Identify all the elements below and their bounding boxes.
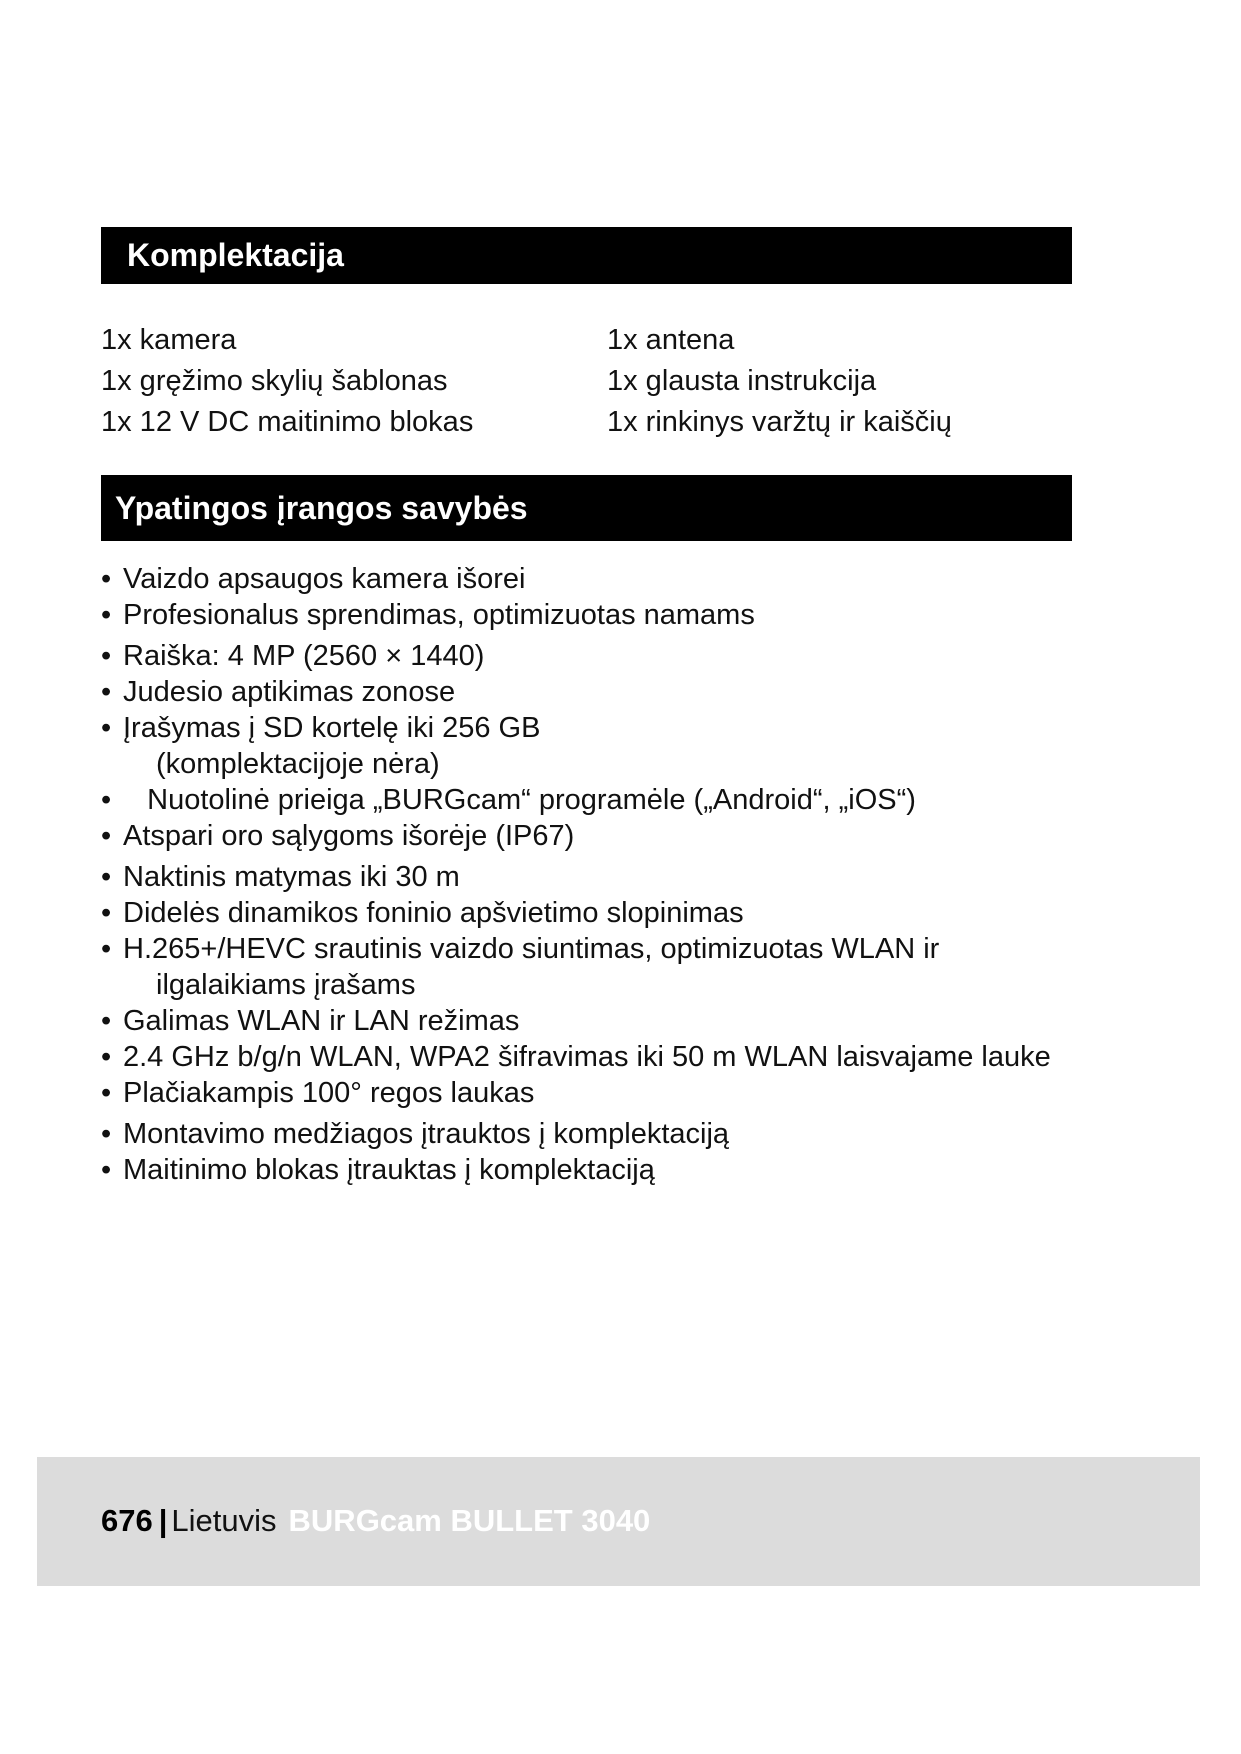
footer-separator: | bbox=[158, 1503, 168, 1538]
bullet-icon: • bbox=[101, 820, 112, 852]
bullet-icon: • bbox=[101, 1118, 112, 1150]
feature-text: Didelės dinamikos foninio apšvietimo slopinimas bbox=[123, 897, 744, 929]
feature-item bbox=[101, 782, 1051, 818]
kit-item: 1x rinkinys varžtų ir kaiščių bbox=[607, 406, 952, 438]
bullet-icon: • bbox=[101, 563, 112, 595]
bullet-icon: • bbox=[101, 1005, 112, 1037]
bullet-icon: • bbox=[101, 933, 112, 965]
section-header-kit bbox=[101, 227, 1072, 284]
feature-item bbox=[101, 895, 1051, 931]
feature-item bbox=[101, 818, 1051, 854]
feature-text: Atspari oro sąlygoms išorėje (IP67) bbox=[123, 820, 575, 852]
section-title-features: Ypatingos įrangos savybės bbox=[115, 489, 528, 526]
feature-text: H.265+/HEVC srautinis vaizdo siuntimas, optimizuotas WLAN ir bbox=[123, 933, 940, 965]
bullet-icon: • bbox=[101, 712, 112, 744]
feature-text: 2.4 GHz b/g/n WLAN, WPA2 šifravimas iki 50 m WLAN laisvajame lauke bbox=[123, 1041, 1051, 1073]
feature-item bbox=[101, 1152, 1051, 1188]
bullet-icon: • bbox=[101, 676, 112, 708]
kit-list-right bbox=[607, 320, 952, 443]
feature-text: Įrašymas į SD kortelę iki 256 GB bbox=[123, 712, 541, 744]
footer-product-name: BURGcam BULLET 3040 bbox=[288, 1503, 651, 1538]
bullet-icon: • bbox=[101, 640, 112, 672]
feature-text: Judesio aptikimas zonose bbox=[123, 676, 456, 708]
feature-item bbox=[101, 597, 1051, 633]
kit-item: 1x antena bbox=[607, 324, 735, 356]
kit-item: 1x gręžimo skylių šablonas bbox=[101, 365, 448, 397]
feature-text: Profesionalus sprendimas, optimizuotas namams bbox=[123, 599, 755, 631]
feature-text: Naktinis matymas iki 30 m bbox=[123, 861, 460, 893]
feature-item bbox=[101, 561, 1051, 597]
bullet-icon: • bbox=[101, 861, 112, 893]
bullet-icon: • bbox=[101, 1077, 112, 1109]
feature-text: Montavimo medžiagos įtrauktos į komplektaciją bbox=[123, 1118, 730, 1150]
feature-item bbox=[101, 1039, 1051, 1075]
kit-item: 1x kamera bbox=[101, 324, 237, 356]
bullet-icon: • bbox=[101, 1154, 112, 1186]
feature-text-continuation: (komplektacijoje nėra) bbox=[156, 748, 440, 780]
feature-item bbox=[101, 1116, 1051, 1152]
bullet-icon: • bbox=[101, 784, 112, 816]
feature-text: Galimas WLAN ir LAN režimas bbox=[123, 1005, 520, 1037]
feature-text-continuation: ilgalaikiams įrašams bbox=[156, 969, 416, 1001]
feature-item bbox=[101, 1075, 1051, 1111]
feature-text: Raiška: 4 MP (2560 × 1440) bbox=[123, 640, 485, 672]
bullet-icon: • bbox=[101, 1041, 112, 1073]
feature-item bbox=[101, 674, 1051, 710]
kit-item: 1x 12 V DC maitinimo blokas bbox=[101, 406, 474, 438]
feature-text: Maitinimo blokas įtrauktas į komplektaciją bbox=[123, 1154, 655, 1186]
feature-item bbox=[101, 710, 1051, 782]
feature-item bbox=[101, 638, 1051, 674]
kit-item: 1x glausta instrukcija bbox=[607, 365, 877, 397]
feature-item bbox=[101, 1003, 1051, 1039]
page-number: 676 bbox=[101, 1503, 153, 1538]
feature-text: Nuotolinė prieiga „BURGcam“ programėle („Android“, „iOS“) bbox=[123, 784, 916, 816]
page-footer bbox=[37, 1457, 1200, 1586]
feature-text: Vaizdo apsaugos kamera išorei bbox=[123, 563, 526, 595]
kit-list-left bbox=[101, 320, 473, 443]
section-title-kit: Komplektacija bbox=[127, 237, 344, 273]
feature-text: Plačiakampis 100° regos laukas bbox=[123, 1077, 535, 1109]
footer-language: Lietuvis bbox=[171, 1503, 277, 1538]
feature-item bbox=[101, 859, 1051, 895]
section-header-features bbox=[101, 475, 1072, 541]
bullet-icon: • bbox=[101, 897, 112, 929]
footer-text bbox=[101, 1501, 650, 1541]
bullet-icon: • bbox=[101, 599, 112, 631]
feature-list bbox=[101, 561, 1051, 1188]
feature-item bbox=[101, 931, 1051, 1003]
